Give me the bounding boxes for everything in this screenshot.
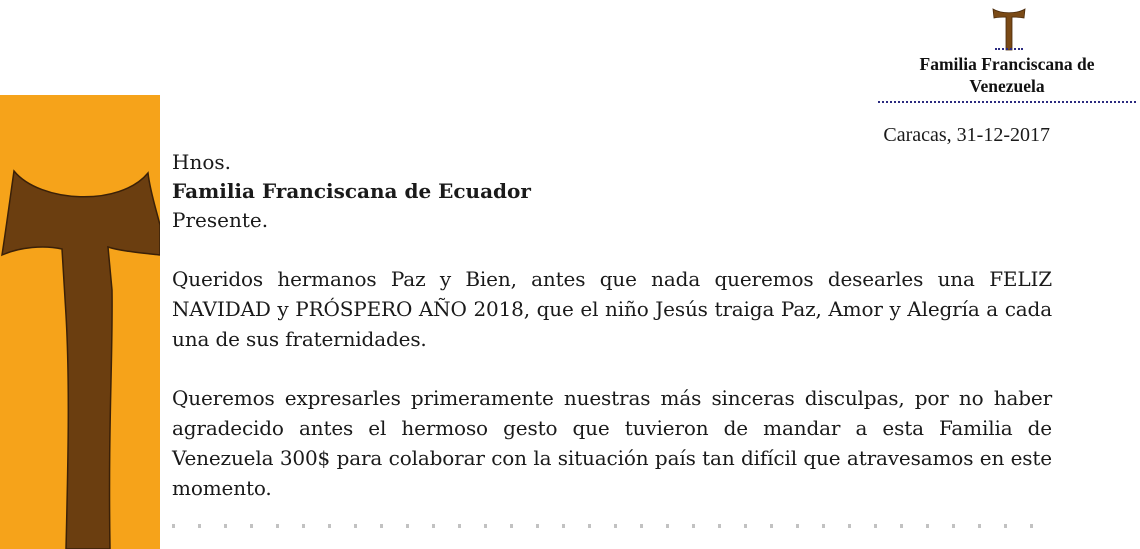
org-dotted-underline <box>878 101 1136 103</box>
logo-dotted-line <box>995 48 1023 50</box>
header-logo <box>878 6 1136 106</box>
org-name <box>878 53 1136 97</box>
tau-cross-icon <box>991 6 1027 52</box>
paragraph-greeting: Queridos hermanos Paz y Bien, antes que nada queremos desearles una FELIZ NAVIDAD y PRÓSPERO AÑO 2018, que el niño Jesús traiga Paz, Amor y Alegría a cada una de sus fraternidades. <box>172 267 1052 351</box>
cut-off-text-line <box>172 524 1052 528</box>
letter-date: Caracas, 31-12-2017 <box>883 124 1050 146</box>
presente: Presente. <box>172 208 269 232</box>
recipient: Familia Franciscana de Ecuador <box>172 179 531 203</box>
side-banner <box>0 95 160 549</box>
letter-body <box>172 148 1052 503</box>
salutation: Hnos. <box>172 150 231 174</box>
org-name-line2: Venezuela <box>969 76 1045 96</box>
tau-cross-icon <box>0 95 160 549</box>
paragraph-apology: Queremos expresarles primeramente nuestras más sinceras disculpas, por no haber agradecido antes el hermoso gesto que tuvieron de mandar a esta Familia de Venezuela 300$ para colaborar con la situación país tan difícil que atravesamos en este momento. <box>172 386 1052 500</box>
org-name-line1: Familia Franciscana de <box>919 54 1095 74</box>
